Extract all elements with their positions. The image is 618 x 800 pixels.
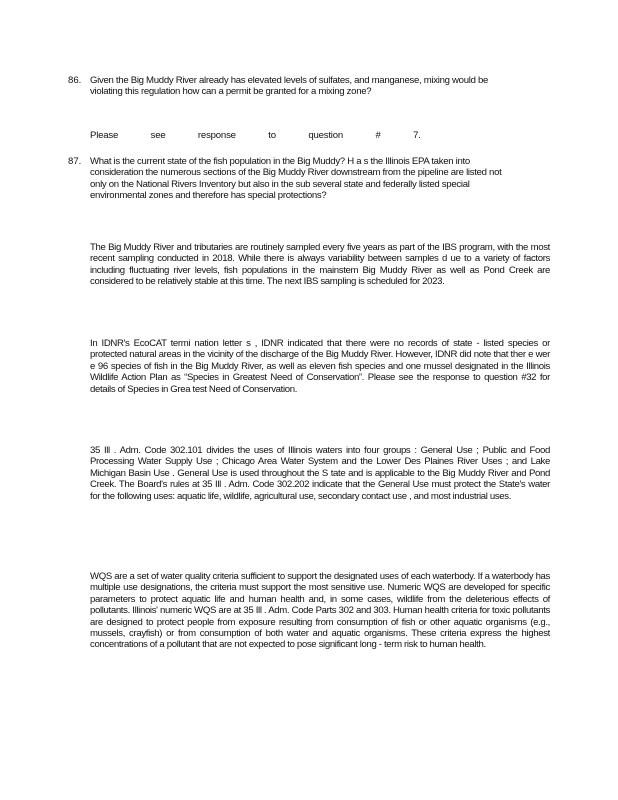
answer-paragraph: The Big Muddy River and tributaries are routinely sampled every five years as part of the IBS program, with the most recent sampling conducted in 2018. While there is always variability between samples d ue to a variety of factors including fluctuating river levels, fish populations in the mainstem Big Muddy River as well as Pond Creek are considered to be relatively stable at this time. The next IBS sampling is scheduled for 2023. [90, 242, 550, 288]
question-87-text: What is the current state of the fish population in the Big Muddy? H a s the Illinois EPA taken into consideration the numerous sections of the Big Muddy River downstream from the pipeline are listed not only on the National Rivers Inventory but also in the sub several state and federally listed special environmental zones and therefore has special protections? [90, 156, 502, 202]
answer-paragraph: WQS are a set of water quality criteria sufficient to support the designated uses of each waterbody. If a waterbody has multiple use designations, the criteria must support the most sensitive use. Numeric WQS are developed for specific parameters to protect aquatic life and human health and, in some cases, wildlife from the deleterious effects of pollutants. Illinois' numeric WQS are at 35 Ill . Adm. Code Parts 302 and 303. Human health criteria for toxic pollutants are designed to protect people from exposure resulting from consumption of fish or other aquatic organisms (e.g., mussels, crayfish) or from consumption of both water and aquatic organisms. These criteria express the highest concentrations of a pollutant that are not expected to pose significant long - term risk to human health. [90, 571, 550, 651]
answer-paragraph: 35 Ill . Adm. Code 302.101 divides the uses of Illinois waters into four groups : General Use ; Public and Food Processing Water Supply Use ; Chicago Area Water System and the Lower Des Plaines River Uses ; and Lake Michigan Basin Use . General Use is used throughout the S tate and is applicable to the Big Muddy River and Pond Creek. The Board's rules at 35 Ill . Adm. Code 302.202 indicate that the General Use must protect the State's water for the following uses: aquatic life, wildlife, agricultural use, secondary contact use , and most industrial uses. [90, 445, 550, 502]
question-86-answer: Please see response to question # 7. [90, 130, 421, 141]
question-86-number: 86. [68, 75, 82, 86]
answer-paragraph: In IDNR's EcoCAT termi nation letter s , IDNR indicated that there were no records of state - listed species or protected natural areas in the vicinity of the discharge of the Big Muddy River. However, IDNR did note that ther e wer e 96 species of fish in the Big Muddy River, as well as eleven fish species and one mussel designated in the Illinois Wildlife Action Plan as “Species in Greatest Need of Conservation”. Please see the response to question #32 for details of Species in Grea test Need of Conservation. [90, 338, 550, 395]
question-86-text: Given the Big Muddy River already has elevated levels of sulfates, and manganese, mixing would be violating this regulation how can a permit be granted for a mixing zone? [90, 75, 489, 98]
question-87-number: 87. [68, 156, 82, 167]
